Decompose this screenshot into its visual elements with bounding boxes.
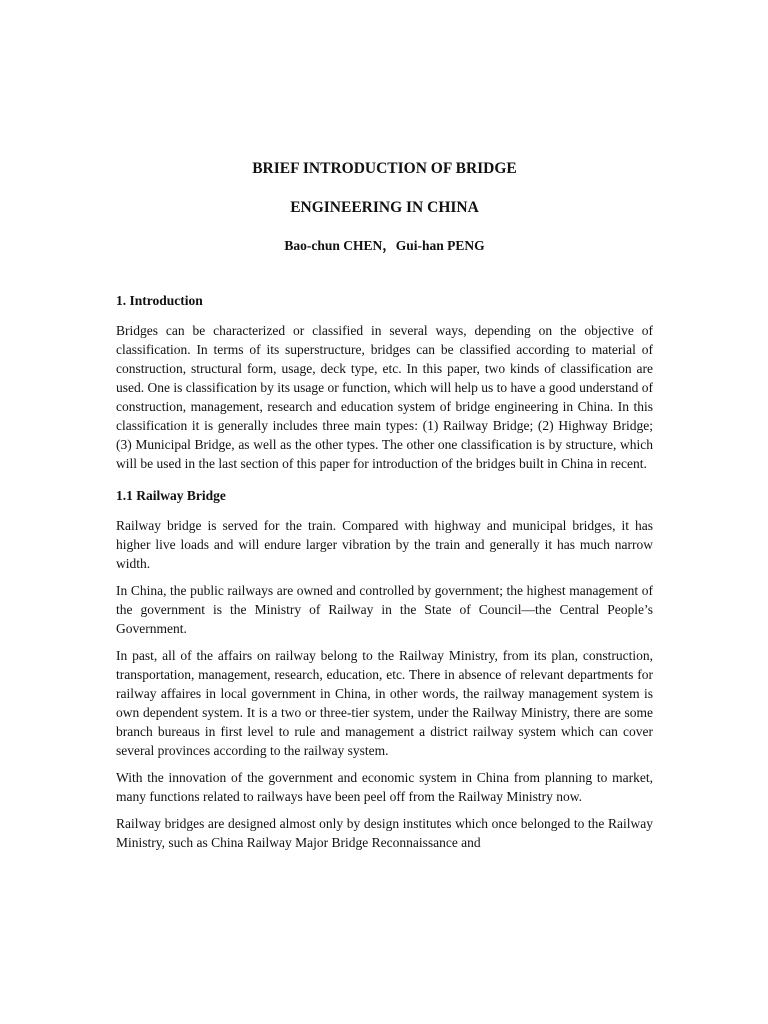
paragraph-railway-4: With the innovation of the government and economic system in China from planning to market, many functions related to railways have been peel off from the Railway Ministry now. — [116, 770, 653, 804]
paragraph-railway-3: In past, all of the affairs on railway belong to the Railway Ministry, from its plan, construction, transportation, management, research, education, etc. There in absence of relevant departments for railway affaires in local government in China, in other words, the railway management system is own dependent system. It is a two or three-tier system, under the Railway Ministry, there are some branch bureaus in first level to rule and management a district railway system which can cover several provinces according to the railway system. — [116, 648, 653, 758]
paragraph-railway-2: In China, the public railways are owned and controlled by government; the highest management of the government is the Ministry of Railway in the State of Council—the Central People’s Government. — [116, 583, 653, 636]
paragraph-introduction: Bridges can be characterized or classified in several ways, depending on the objective of classification. In terms of its superstructure, bridges can be classified according to material of construction, structural form, usage, deck type, etc. In this paper, two kinds of classification are used. One is classification by its usage or function, which will help us to have a good understand of construction, management, research and education system of bridge engineering in China. In this classification it is generally includes three main types: (1) Railway Bridge; (2) Highway Bridge; (3) Municipal Bridge, as well as the other types. The other one classification is by structure, which will be used in the last section of this paper for introduction of the bridges built in China in recent. — [116, 323, 653, 471]
document-authors: Bao-chun CHEN，Gui-han PENG — [284, 238, 485, 253]
paragraph-railway-1: Railway bridge is served for the train. Compared with highway and municipal bridges, it has higher live loads and will endure larger vibration by the train and generally it has much narrow width. — [116, 518, 653, 571]
section-heading-railway-bridge: 1.1 Railway Bridge — [116, 488, 226, 503]
section-heading-introduction: 1. Introduction — [116, 293, 203, 308]
document-title-line-2: ENGINEERING IN CHINA — [290, 199, 479, 216]
document-title-line-1: BRIEF INTRODUCTION OF BRIDGE — [252, 160, 517, 177]
paragraph-railway-5: Railway bridges are designed almost only by design institutes which once belonged to the Railway Ministry, such as China Railway Major Bridge Reconnaissance and — [116, 816, 653, 850]
document-page — [116, 156, 653, 852]
